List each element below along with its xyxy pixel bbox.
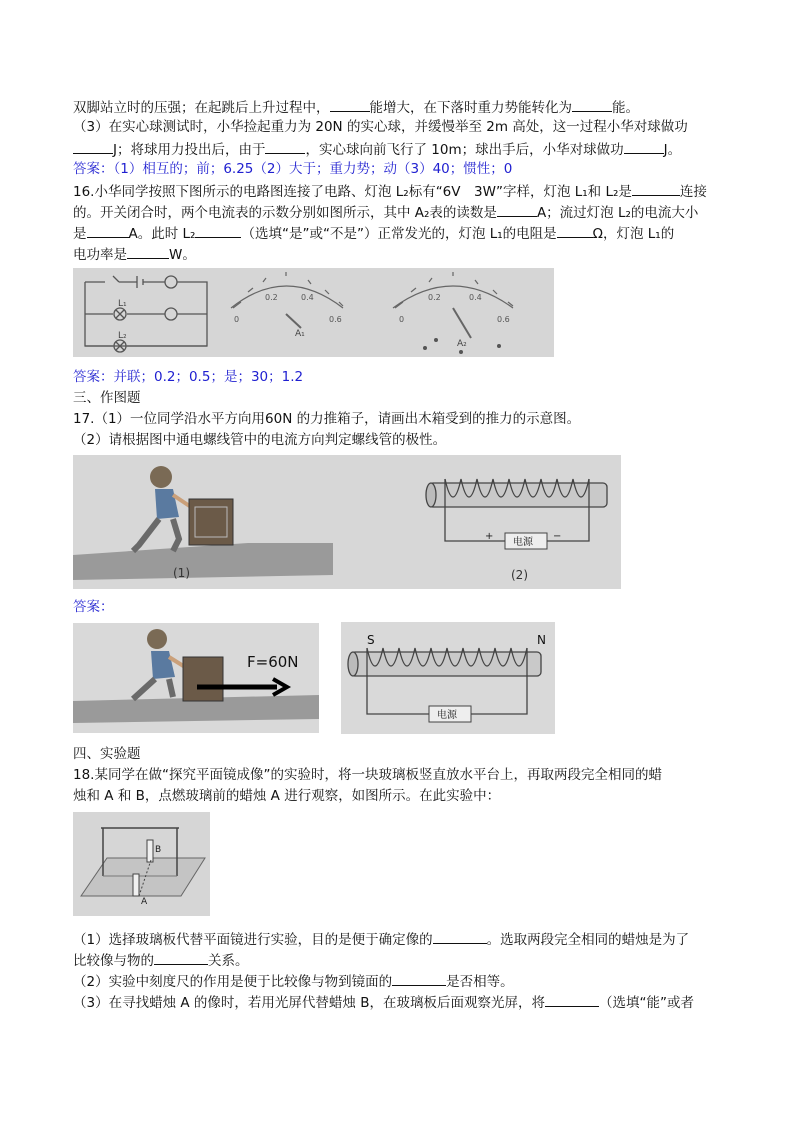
text-segment: J。 [663, 142, 682, 158]
answer-blank [497, 202, 537, 217]
section-3-heading: 三、作图题 [73, 390, 141, 406]
text-segment: 电功率是 [73, 247, 127, 263]
north-pole-label: N [537, 633, 546, 647]
text-segment: 。选取两段完全相同的蜡烛是为了 [486, 932, 690, 948]
meter-tick: 0 [234, 315, 240, 324]
plus-sign: + [485, 531, 494, 542]
question-18-part-1 [73, 929, 689, 949]
meter-tick: 0.4 [301, 293, 314, 302]
power-label: 电源 [513, 537, 533, 548]
text-segment: A；流过灯泡 L₂的电流大小 [536, 205, 699, 221]
question-18-part-1-cont [73, 950, 249, 970]
answer-push-figure [73, 623, 319, 733]
text-segment: （选填“能”或者 [598, 995, 694, 1011]
l1-label: L₁ [118, 299, 127, 309]
text-segment: 的。开关闭合时，两个电流表的示数分别如图所示，其中 A₂表的读数是 [73, 205, 497, 221]
text-segment: （3）在寻找蜡烛 A 的像时，若用光屏代替蜡烛 B，在玻璃板后面观察光屏，将 [73, 995, 545, 1011]
section-4-heading: 四、实验题 [73, 746, 141, 762]
text-segment: 能增大，在下落时重力势能转化为 [369, 100, 572, 116]
meter-tick: 0.2 [265, 293, 278, 302]
candle-b-label: B [155, 845, 162, 855]
answer-blank [265, 139, 305, 154]
question-16-line-3 [73, 223, 674, 243]
question-17-line-1: 17.（1）一位同学沿水平方向用60N 的力推箱子，请画出木箱受到的推力的示意图。 [73, 411, 581, 427]
text-segment: 比较像与物的 [73, 953, 154, 969]
circuit-figure [73, 268, 554, 357]
text-segment: 关系。 [208, 953, 249, 969]
wooden-box [189, 499, 233, 545]
a2-label: A₂ [457, 339, 467, 349]
question-18-part-3 [73, 992, 694, 1012]
figure-label-1: (1) [173, 566, 190, 580]
meter-tick: 0.2 [428, 293, 441, 302]
text-segment: A。此时 L₂ [128, 226, 196, 242]
text-segment: （选填“是”或“不是”）正常发光的，灯泡 L₁的电阻是 [241, 226, 557, 242]
text-segment: Ω，灯泡 L₁的 [592, 226, 675, 242]
l2-label: L₂ [118, 331, 127, 341]
answer-solenoid-figure [341, 622, 555, 734]
force-label: F=60N [247, 653, 299, 671]
question-16-line-2 [73, 202, 698, 222]
answer-blank [624, 139, 664, 154]
text-segment: 是 [73, 226, 87, 242]
text-line-3 [73, 139, 681, 159]
question-17-line-2: （2）请根据图中通电螺线管中的电流方向判定螺线管的极性。 [73, 432, 447, 448]
answer-blank [87, 223, 129, 238]
figure-label-2: (2) [511, 568, 528, 582]
mirror-experiment-figure [73, 812, 210, 916]
text-segment: 双脚站立时的压强；在起跳后上升过程中， [73, 100, 330, 116]
text-segment: ，实心球向前飞行了 10m；球出手后，小华对球做功 [305, 142, 624, 158]
meter-tick: 0 [399, 315, 405, 324]
answer-17-label: 答案： [73, 599, 114, 615]
minus-sign: − [553, 531, 562, 542]
answer-blank [154, 950, 208, 965]
question-16-line-1 [73, 181, 707, 201]
push-and-solenoid-figure [73, 455, 621, 589]
text-segment: （1）选择玻璃板代替平面镜进行实验，目的是便于确定像的 [73, 932, 433, 948]
candle-a [133, 874, 139, 896]
text-line-2: （3）在实心球测试时，小华捡起重力为 20N 的实心球，并缓慢举至 2m 高处，这一过程小华对球做功 [73, 119, 688, 135]
question-16-line-4 [73, 244, 196, 264]
answer-blank [392, 971, 446, 986]
answer-blank [73, 139, 113, 154]
answer-blank [545, 992, 599, 1007]
question-18-part-2 [73, 971, 514, 991]
a1-label: A₁ [295, 329, 305, 339]
question-18-line-1: 18.某同学在做“探究平面镜成像”的实验时，将一块玻璃板竖直放水平台上，再取两段完全相同的蜡 [73, 767, 662, 783]
answer-blank [572, 97, 612, 112]
question-18-line-2: 烛和 A 和 B，点燃玻璃前的蜡烛 A 进行观察，如图所示。在此实验中： [73, 788, 501, 804]
meter-tick: 0.4 [469, 293, 482, 302]
text-segment: J；将球用力投出后，由于 [113, 142, 266, 158]
meter-tick: 0.6 [497, 315, 510, 324]
text-segment: 连接 [679, 184, 707, 200]
text-line-1 [73, 97, 639, 117]
candle-a-label: A [141, 897, 148, 907]
answer-blank [195, 223, 241, 238]
text-segment: 能。 [612, 100, 639, 116]
text-segment: （2）实验中刻度尺的作用是便于比较像与物到镜面的 [73, 974, 393, 990]
text-segment: 16.小华同学按照下图所示的电路图连接了电路、灯泡 L₂标有“6V 3W”字样，灯泡 L₁和 L₂是 [73, 184, 632, 200]
answer-15: 答案：（1）相互的；前；6.25（2）大于；重力势；动（3）40；惯性；0 [73, 161, 513, 177]
south-pole-label: S [367, 633, 375, 647]
wooden-box [183, 657, 223, 701]
candle-b [147, 840, 153, 862]
text-segment: W。 [169, 247, 196, 263]
answer-blank [433, 929, 487, 944]
power-label: 电源 [437, 710, 457, 721]
answer-blank [557, 223, 593, 238]
answer-blank [330, 97, 370, 112]
answer-blank [127, 244, 169, 259]
text-segment: 是否相等。 [446, 974, 514, 990]
answer-blank [632, 181, 680, 196]
answer-16: 答案：并联；0.2；0.5；是；30；1.2 [73, 369, 304, 385]
meter-tick: 0.6 [329, 315, 342, 324]
